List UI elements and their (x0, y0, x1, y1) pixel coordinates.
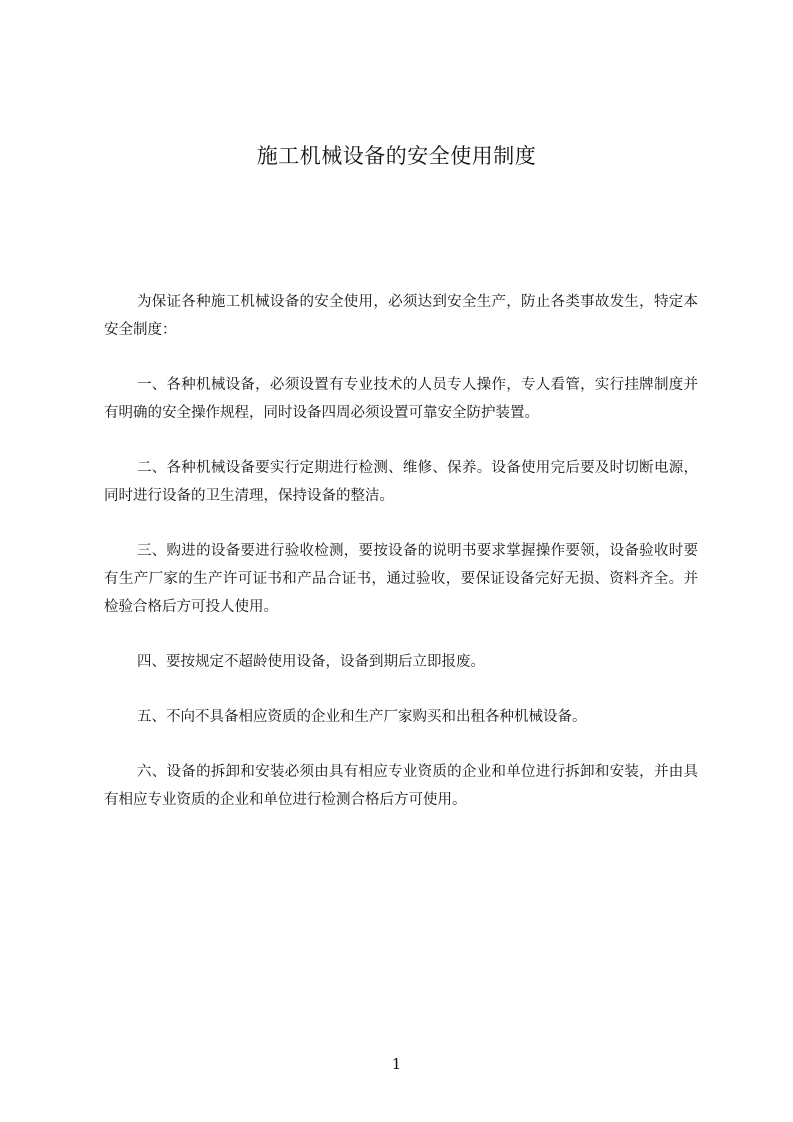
rule-paragraph-2: 二、各种机械设备要实行定期进行检测、维修、保养。设备使用完后要及时切断电源，同时进行设备的卫生清理，保持设备的整洁。 (104, 460, 698, 504)
page-number: 1 (391, 1055, 402, 1073)
rule-paragraph-3: 三、购进的设备要进行验收检测，要按设备的说明书要求掌握操作要领，设备验收时要有生产厂家的生产许可证书和产品合证书，通过验收，要保证设备完好无损、资料齐全。并检验合格后方可投人使用。 (104, 543, 698, 615)
rule-paragraph-1: 一、各种机械设备，必须设置有专业技术的人员专人操作，专人看管，实行挂牌制度并有明确的安全操作规程，同时设备四周必须设置可靠安全防护装置。 (104, 377, 698, 421)
document-body (104, 288, 698, 841)
document-title: 施工机械设备的安全使用制度 (256, 144, 537, 168)
rule-paragraph-4: 四、要按规定不超龄使用设备，设备到期后立即报废。 (137, 654, 485, 670)
rule-paragraph-6: 六、设备的拆卸和安装必须由具有相应专业资质的企业和单位进行拆卸和安装，并由具有相应专业资质的企业和单位进行检测合格后方可使用。 (104, 764, 698, 808)
rule-paragraph-5: 五、不向不具备相应资质的企业和生产厂家购买和出租各种机械设备。 (137, 709, 587, 725)
intro-paragraph: 为保证各种施工机械设备的安全使用，必须达到安全生产，防止各类事故发生，特定本安全制度： (104, 294, 698, 338)
